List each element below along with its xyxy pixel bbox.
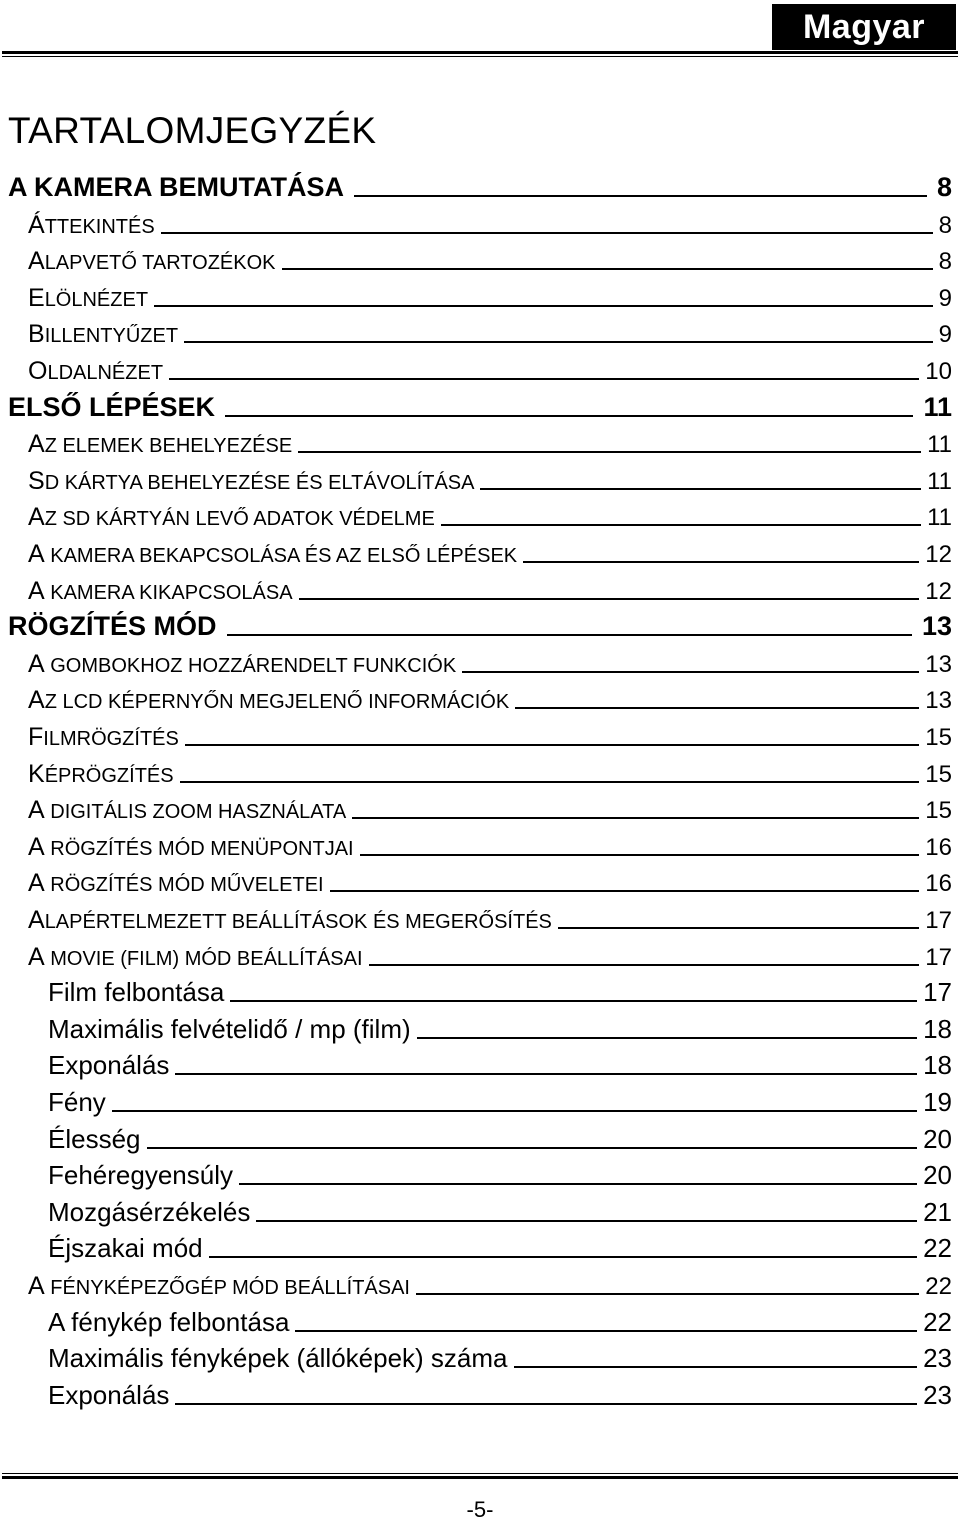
toc-entry-label: BILLENTYŰZET [28,320,179,349]
toc-leader-line [330,890,920,892]
toc-entry-label: Exponálás [48,1379,170,1410]
toc-entry-label: A RÖGZÍTÉS MÓD MENÜPONTJAI [28,832,354,861]
toc-entry-label: A DIGITÁLIS ZOOM HASZNÁLATA [28,796,347,825]
toc-entry-label: ELSŐ LÉPÉSEK [8,391,216,422]
toc-entry[interactable] [0,460,952,496]
toc-entry-page: 11 [927,431,952,459]
toc-entry[interactable] [0,899,952,935]
toc-entry-page: 18 [923,1050,952,1081]
toc-entry[interactable] [0,1192,952,1228]
toc-entry-page: 8 [938,211,952,239]
toc-entry-label: Exponálás [48,1050,170,1081]
toc-entry-label: RÖGZÍTÉS MÓD [8,611,217,642]
toc-entry[interactable] [0,862,952,898]
toc-leader-line [282,268,933,270]
language-badge: Magyar [772,4,956,50]
toc-leader-line [416,1293,919,1295]
toc-leader-line [417,1037,917,1039]
toc-entry-label: ALAPVETŐ TARTOZÉKOK [28,247,276,276]
toc-entry-label: Fény [48,1087,106,1117]
toc-entry[interactable] [0,789,952,825]
toc-entry-page: 13 [925,650,952,678]
toc-leader-line [295,1330,917,1332]
toc-entry-label: A GOMBOKHOZ HOZZÁRENDELT FUNKCIÓK [28,649,457,678]
toc-entry-label: OLDALNÉZET [28,357,164,385]
toc-entry[interactable] [0,204,952,240]
toc-entry[interactable] [0,240,952,276]
toc-entry-label: Mozgásérzékelés [48,1196,251,1227]
toc-entry[interactable] [0,1338,952,1374]
toc-entry[interactable] [0,1375,952,1411]
toc-leader-line [480,488,921,490]
toc-entry-label: A KAMERA BEKAPCSOLÁSA ÉS AZ ELSŐ LÉPÉSEK [28,540,518,568]
toc-entry[interactable] [0,496,952,532]
toc-entry[interactable] [0,387,952,423]
toc-entry-page: 17 [923,977,952,1008]
toc-entry[interactable] [0,1119,952,1155]
toc-leader-line [175,1073,917,1075]
document-title: TARTALOMJEGYZÉK [8,110,377,151]
toc-entry-page: 22 [923,1306,952,1337]
toc-entry-label: Maximális fényképek (állóképek) száma [48,1343,508,1374]
toc-entry[interactable] [0,643,952,679]
page-number: -5- [466,1497,494,1522]
toc-entry[interactable] [0,1009,952,1045]
toc-entry-page: 12 [925,577,952,605]
toc-entry-label: A fénykép felbontása [48,1306,290,1337]
toc-leader-line [154,305,933,307]
toc-entry-label: Éjszakai mód [48,1233,203,1264]
toc-leader-line [185,744,919,746]
toc-entry-label: AZ LCD KÉPERNYŐN MEGJELENŐ INFORMÁCIÓK [28,686,510,715]
toc-entry-page: 11 [927,504,952,532]
toc-entry-page: 19 [923,1087,952,1117]
toc-entry[interactable] [0,606,952,642]
toc-entry-page: 8 [938,248,952,276]
toc-entry-label: ÁTTEKINTÉS [28,210,155,239]
toc-leader-line [298,451,921,453]
toc-entry[interactable] [0,1265,952,1301]
toc-entry-page: 15 [925,724,952,751]
toc-entry-page: 10 [925,358,952,385]
toc-entry-label: A RÖGZÍTÉS MÓD MŰVELETEI [28,869,324,898]
toc-entry-label: Fehéregyensúly [48,1160,233,1191]
toc-leader-line [230,1000,917,1002]
toc-entry-page: 23 [923,1343,952,1374]
toc-entry-label: AZ ELEMEK BEHELYEZÉSE [28,430,293,459]
toc-entry[interactable] [0,533,952,569]
toc-entry[interactable] [0,679,952,715]
toc-entry-label: Film felbontása [48,977,225,1008]
toc-entry[interactable] [0,423,952,459]
toc-entry-label: Élesség [48,1123,141,1154]
toc-entry[interactable] [0,1155,952,1191]
toc-entry[interactable] [0,972,952,1008]
toc-entry-page: 9 [938,284,952,312]
toc-entry[interactable] [0,350,952,386]
toc-leader-line [175,1403,917,1405]
toc-leader-line [354,195,927,197]
toc-leader-line [256,1220,917,1222]
toc-leader-line [523,561,919,563]
toc-entry-page: 16 [925,833,952,861]
toc-entry-page: 11 [927,467,952,495]
toc-entry-label: Maximális felvételidő / mp (film) [48,1013,411,1044]
toc-leader-line [227,634,912,636]
toc-entry-page: 15 [925,797,952,825]
toc-entry-page: 17 [925,943,952,971]
toc-entry-label: A MOVIE (FILM) MÓD BEÁLLÍTÁSAI [28,942,363,971]
toc-entry-page: 17 [925,907,952,934]
toc-leader-line [558,927,919,929]
toc-entry-label: ALAPÉRTELMEZETT BEÁLLÍTÁSOK ÉS MEGERŐSÍTÉS [28,906,552,934]
toc-entry[interactable] [0,936,952,972]
toc-entry[interactable] [0,753,952,789]
toc-leader-line [514,1366,918,1368]
toc-entry-page: 20 [923,1160,952,1191]
toc-entry-label: KÉPRÖGZÍTÉS [28,759,174,788]
toc-entry-page: 15 [925,760,952,788]
toc-entry-label: A KAMERA KIKAPCSOLÁSA [28,576,293,605]
toc-entry-label: A KAMERA BEMUTATÁSA [8,172,344,202]
toc-leader-line [462,671,919,673]
toc-entry-page: 18 [923,1013,952,1044]
toc-leader-line [209,1256,917,1258]
toc-entry[interactable] [0,826,952,862]
toc-entry-page: 12 [925,541,952,568]
toc-entry[interactable] [0,1228,952,1264]
toc-entry[interactable] [0,167,952,203]
toc-leader-line [360,854,920,856]
header-rule [2,51,958,57]
toc-entry-page: 22 [923,1233,952,1264]
toc-entry-label: FILMRÖGZÍTÉS [28,723,179,751]
toc-entry[interactable] [0,1045,952,1081]
toc-entry[interactable] [0,1302,952,1338]
toc-entry-label: SD KÁRTYA BEHELYEZÉSE ÉS ELTÁVOLÍTÁSA [28,466,475,495]
toc-entry[interactable] [0,716,952,752]
toc-entry[interactable] [0,570,952,606]
toc-entry-page: 13 [925,687,952,715]
toc-leader-line [147,1147,918,1149]
toc-leader-line [515,707,919,709]
toc-entry-page: 23 [923,1379,952,1410]
toc-entry[interactable] [0,313,952,349]
toc-entry-page: 9 [938,321,952,349]
toc-entry-page: 20 [923,1123,952,1154]
toc-entry-page: 13 [921,611,952,642]
toc-entry-label: A FÉNYKÉPEZŐGÉP MÓD BEÁLLÍTÁSAI [28,1272,410,1300]
toc-entry[interactable] [0,277,952,313]
toc-entry-page: 22 [925,1273,952,1300]
toc-entry-page: 16 [925,870,952,898]
toc-entry[interactable] [0,1082,952,1118]
toc-leader-line [225,415,913,417]
toc-leader-line [180,781,920,783]
toc-leader-line [299,598,920,600]
toc-entry-label: AZ SD KÁRTYÁN LEVŐ ADATOK VÉDELME [28,503,435,532]
toc-leader-line [369,964,920,966]
toc-leader-line [161,232,933,234]
toc-leader-line [352,817,919,819]
footer-rule [2,1473,958,1479]
toc-entry-page: 8 [936,172,952,202]
toc-entry-label: ELÖLNÉZET [28,283,149,312]
toc-leader-line [112,1110,917,1112]
toc-leader-line [239,1183,917,1185]
toc-leader-line [169,378,919,380]
toc-leader-line [441,524,921,526]
toc-entry-page: 21 [923,1196,952,1227]
toc-entry-page: 11 [923,391,952,422]
toc-leader-line [184,341,933,343]
